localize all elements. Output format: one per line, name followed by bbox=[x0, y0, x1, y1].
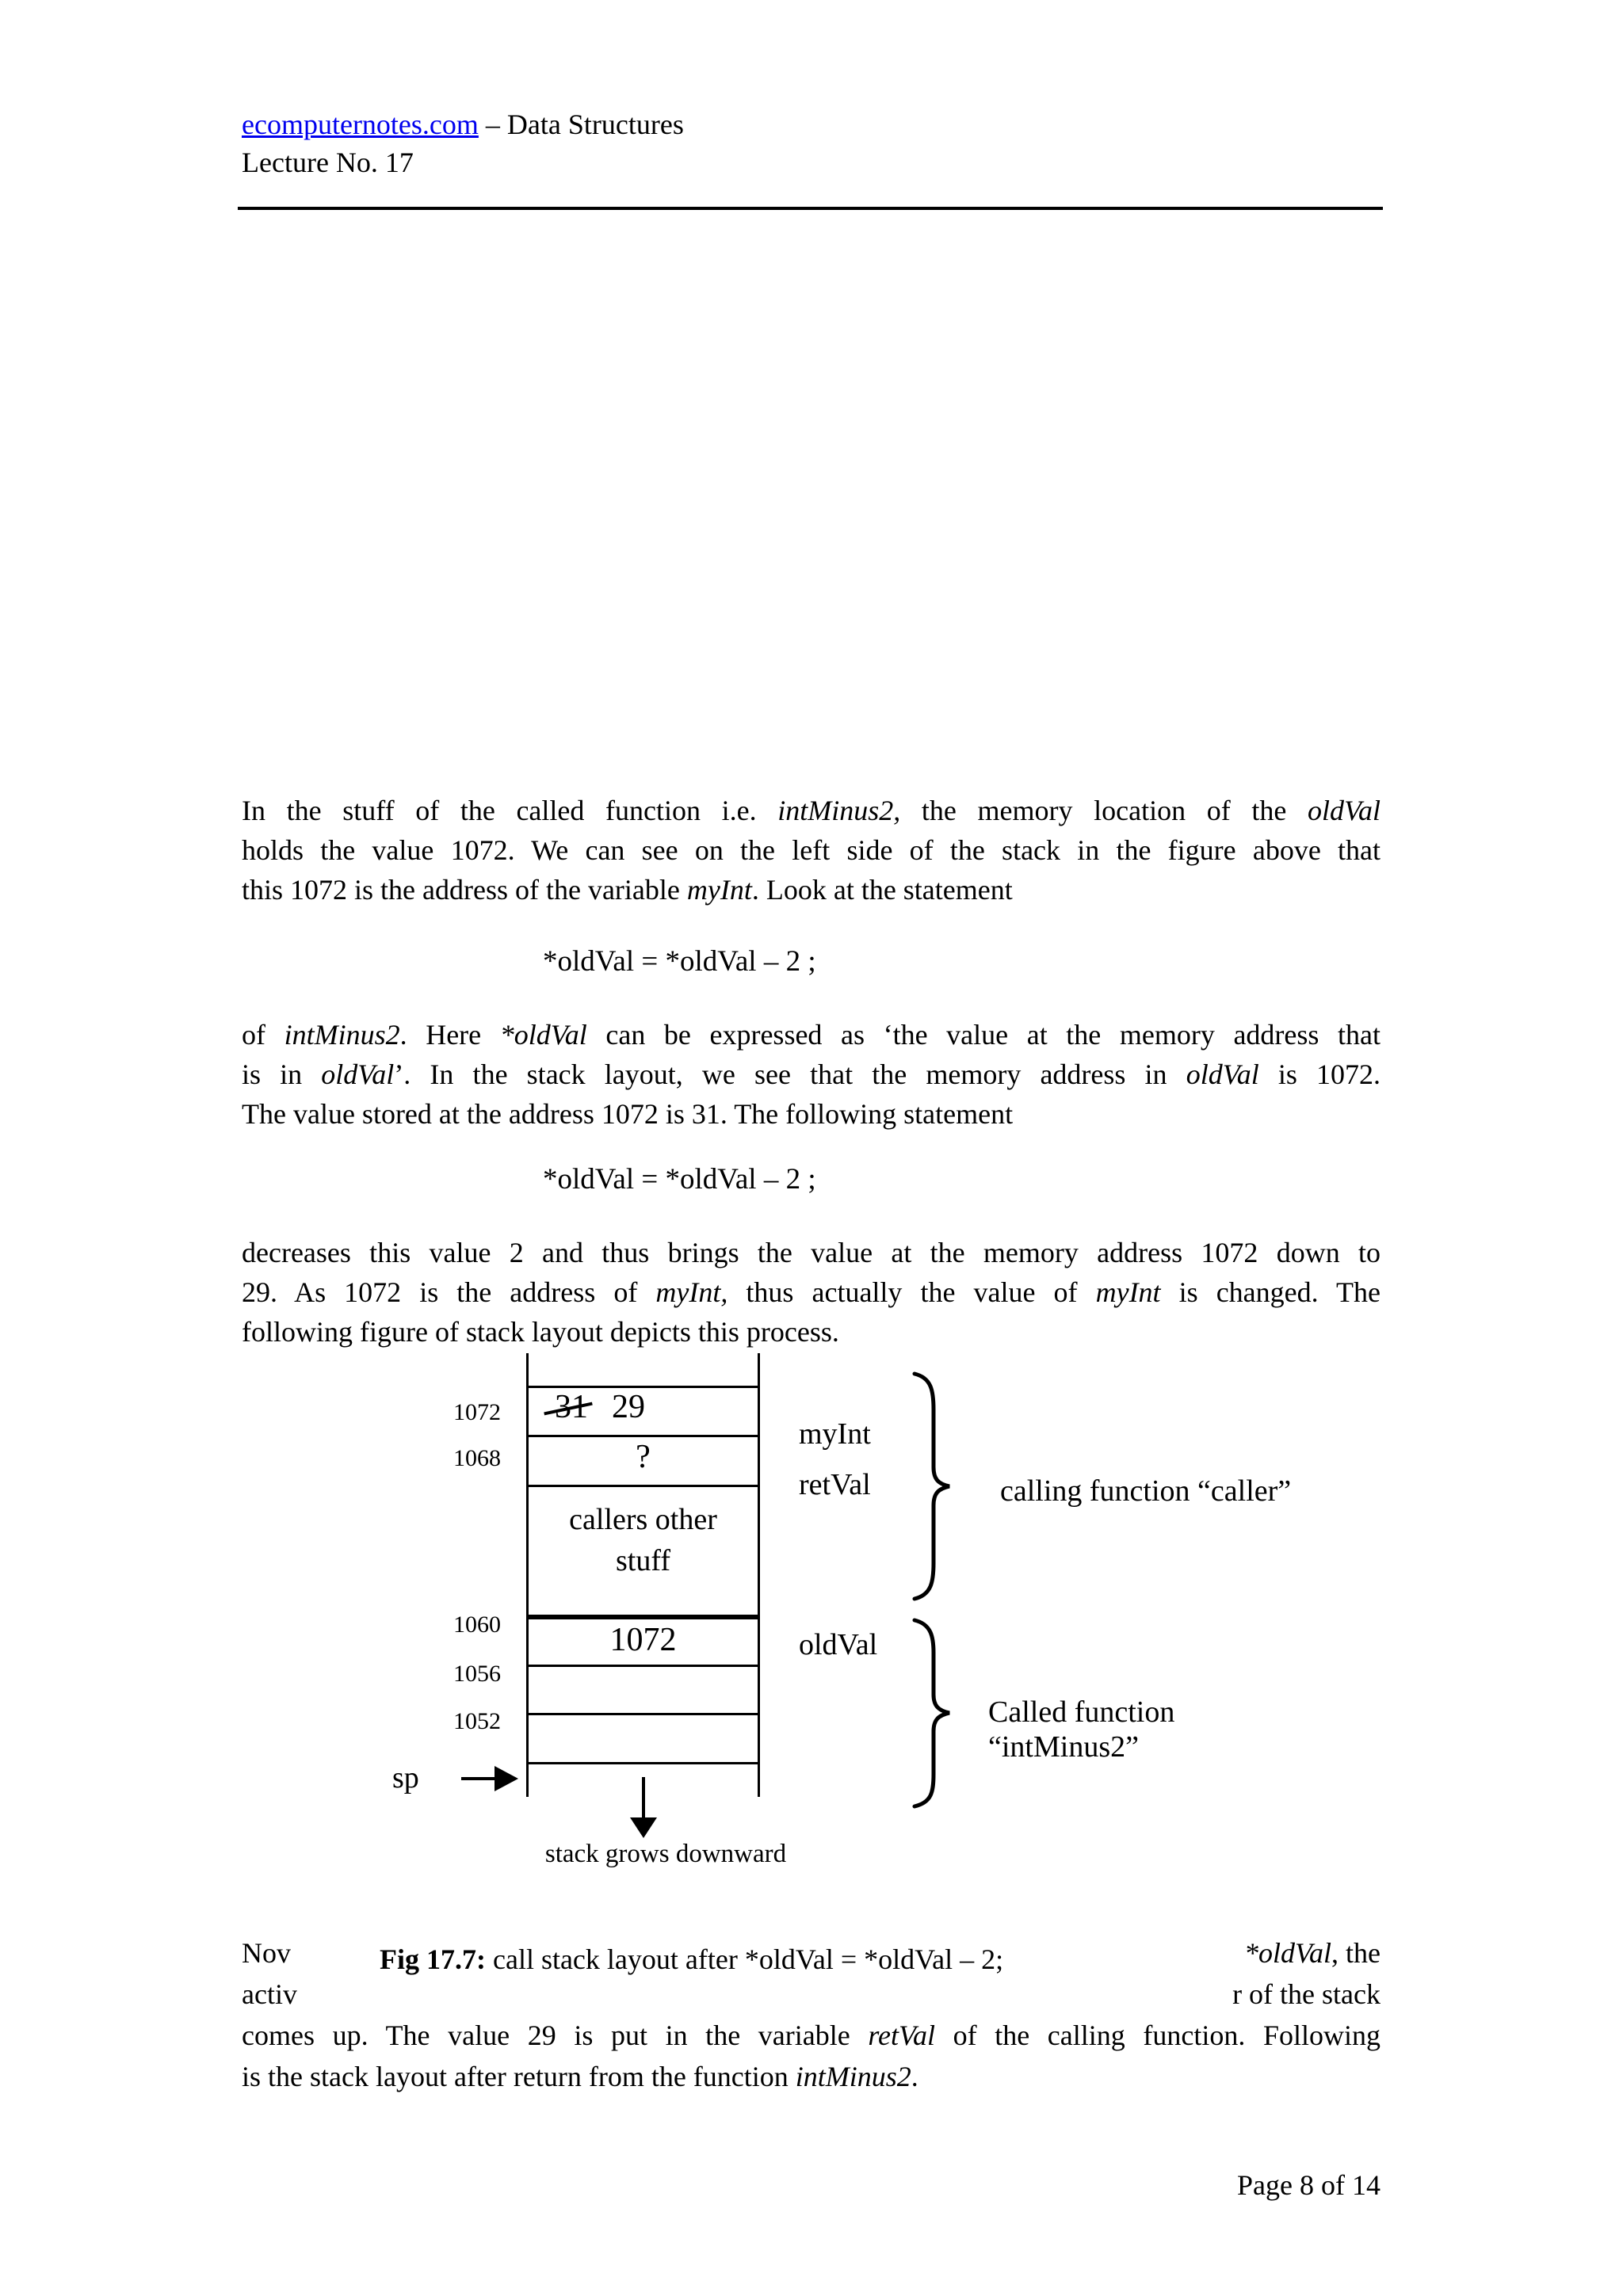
figure-caption bbox=[380, 1943, 1003, 1976]
address-1060: 1060 bbox=[453, 1611, 501, 1638]
called-brace-label: Called function bbox=[988, 1695, 1175, 1729]
paragraph-line bbox=[242, 1272, 1381, 1312]
text-segment: ’. In the stack layout, we see that the memory address in bbox=[394, 1058, 1186, 1090]
text-segment: In the stuff of the called function i.e. bbox=[242, 795, 778, 826]
text-segment: intMinus2, bbox=[777, 795, 901, 826]
text-segment: myInt bbox=[686, 874, 752, 906]
text-segment: The value stored at the address 1072 is 31. The following statement bbox=[242, 1098, 1014, 1130]
sp-arrow-shaft bbox=[461, 1777, 496, 1780]
text-segment: holds the value 1072. We can see on the left side of the stack in the figure above that bbox=[242, 834, 1381, 866]
code-statement-1: *oldVal = *oldVal – 2 ; bbox=[543, 945, 816, 978]
paragraph-1 bbox=[242, 791, 1381, 910]
header-link[interactable]: ecomputernotes.com bbox=[242, 109, 479, 140]
address-1072: 1072 bbox=[453, 1399, 501, 1425]
paragraph-line bbox=[242, 870, 1381, 910]
text-segment: intMinus2 bbox=[795, 2061, 911, 2092]
stack-grows-caption: stack grows downward bbox=[544, 1840, 787, 1868]
text-segment: 29. As 1072 is the address of bbox=[242, 1276, 656, 1308]
label-retval: retVal bbox=[799, 1468, 871, 1501]
cell-line bbox=[526, 1713, 760, 1715]
called-brace-label2-clipped: “intMinus2” bbox=[988, 1730, 1139, 1764]
header-rule bbox=[238, 207, 1383, 210]
paragraph-line bbox=[242, 1233, 1381, 1272]
text-segment: of the calling function. Following bbox=[934, 2019, 1381, 2051]
text-segment: is 1072. bbox=[1258, 1058, 1381, 1090]
text-segment: myInt bbox=[1095, 1276, 1161, 1308]
text-segment: . Look at the statement bbox=[751, 874, 1013, 906]
text-segment: the memory location of the bbox=[900, 795, 1308, 826]
text-segment: . Here bbox=[399, 1019, 500, 1051]
lecture-number: Lecture No. 17 bbox=[242, 147, 414, 178]
label-oldval: oldVal bbox=[799, 1628, 878, 1661]
bottom-fragment-line1-right bbox=[1244, 1933, 1381, 1973]
text-segment: can be expressed as ‘the value at the memory address that bbox=[586, 1019, 1381, 1051]
text-segment: . bbox=[911, 2061, 918, 2092]
text-segment: myInt, bbox=[655, 1276, 728, 1308]
text-segment: is in bbox=[242, 1058, 322, 1090]
text-segment: oldVal bbox=[321, 1058, 395, 1090]
text-segment: of bbox=[242, 1019, 285, 1051]
caller-brace-label: calling function “caller” bbox=[1000, 1474, 1292, 1508]
text-segment: this 1072 is the address of the variable bbox=[242, 874, 687, 906]
header-title: – Data Structures bbox=[478, 109, 684, 140]
bottom-fragment-line2-right: r of the stack bbox=[1232, 1978, 1381, 2010]
down-arrow-shaft bbox=[642, 1777, 645, 1818]
retval-cell-value: ? bbox=[636, 1439, 651, 1475]
new-value: 29 bbox=[612, 1389, 645, 1425]
address-1068: 1068 bbox=[453, 1445, 501, 1471]
cell-line bbox=[526, 1762, 760, 1764]
figure-caption-text: call stack layout after *oldVal = *oldVal – 2; bbox=[485, 1943, 1004, 1975]
bottom-fragment-line1-left: Nov bbox=[242, 1937, 291, 1969]
figure-caption-number: Fig 17.7: bbox=[380, 1943, 486, 1975]
myint-cell-values bbox=[555, 1388, 645, 1426]
oldval-cell-value: 1072 bbox=[609, 1622, 677, 1658]
paragraph-3 bbox=[242, 1233, 1381, 1352]
callers-stuff-line1: callers other bbox=[569, 1503, 717, 1536]
paragraph-line bbox=[242, 791, 1381, 830]
bottom-fragment-line2-left: activ bbox=[242, 1978, 297, 2010]
old-value-struck: 31 bbox=[555, 1389, 588, 1425]
page-number: Page 8 of 14 bbox=[1237, 2169, 1381, 2201]
callers-stuff-line2: stuff bbox=[616, 1544, 670, 1577]
address-1056: 1056 bbox=[453, 1661, 501, 1687]
text-segment: following figure of stack layout depicts this process. bbox=[242, 1316, 839, 1348]
text-segment: *oldVal bbox=[499, 1019, 587, 1051]
sp-arrow-head-icon bbox=[495, 1766, 518, 1791]
paragraph-line bbox=[242, 1094, 1381, 1134]
text-segment: thus actually the value of bbox=[727, 1276, 1096, 1308]
text-segment: , the bbox=[1331, 1937, 1381, 1969]
text-segment: is the stack layout after return from the function bbox=[242, 2061, 796, 2092]
caller-brace bbox=[910, 1371, 953, 1601]
paragraph-2 bbox=[242, 1015, 1381, 1134]
bottom-paragraph-line4 bbox=[242, 2057, 1381, 2096]
text-segment: intMinus2 bbox=[284, 1019, 400, 1051]
text-segment: oldVal bbox=[1307, 795, 1381, 826]
code-statement-2: *oldVal = *oldVal – 2 ; bbox=[543, 1163, 816, 1196]
frame-boundary-line bbox=[526, 1615, 760, 1619]
paragraph-line bbox=[242, 830, 1381, 870]
paragraph-line bbox=[242, 1015, 1381, 1055]
label-myint: myInt bbox=[799, 1417, 871, 1451]
page-header bbox=[242, 105, 684, 144]
bottom-paragraph-line3 bbox=[242, 2016, 1381, 2055]
text-segment: oldVal bbox=[1186, 1058, 1259, 1090]
text-segment: comes up. The value 29 is put in the variable bbox=[242, 2019, 869, 2051]
sp-label: sp bbox=[392, 1761, 419, 1794]
address-1052: 1052 bbox=[453, 1708, 501, 1734]
text-segment: *oldVal bbox=[1244, 1937, 1332, 1969]
called-brace bbox=[910, 1618, 953, 1809]
cell-line bbox=[526, 1665, 760, 1667]
cell-line bbox=[526, 1485, 760, 1487]
text-segment: retVal bbox=[868, 2019, 935, 2051]
paragraph-line bbox=[242, 1055, 1381, 1094]
down-arrow-head-icon bbox=[630, 1817, 657, 1838]
text-segment: is changed. The bbox=[1160, 1276, 1381, 1308]
text-segment: decreases this value 2 and thus brings the value at the memory address 1072 down to bbox=[242, 1237, 1381, 1268]
cell-line bbox=[526, 1435, 760, 1437]
paragraph-line bbox=[242, 1312, 1381, 1352]
